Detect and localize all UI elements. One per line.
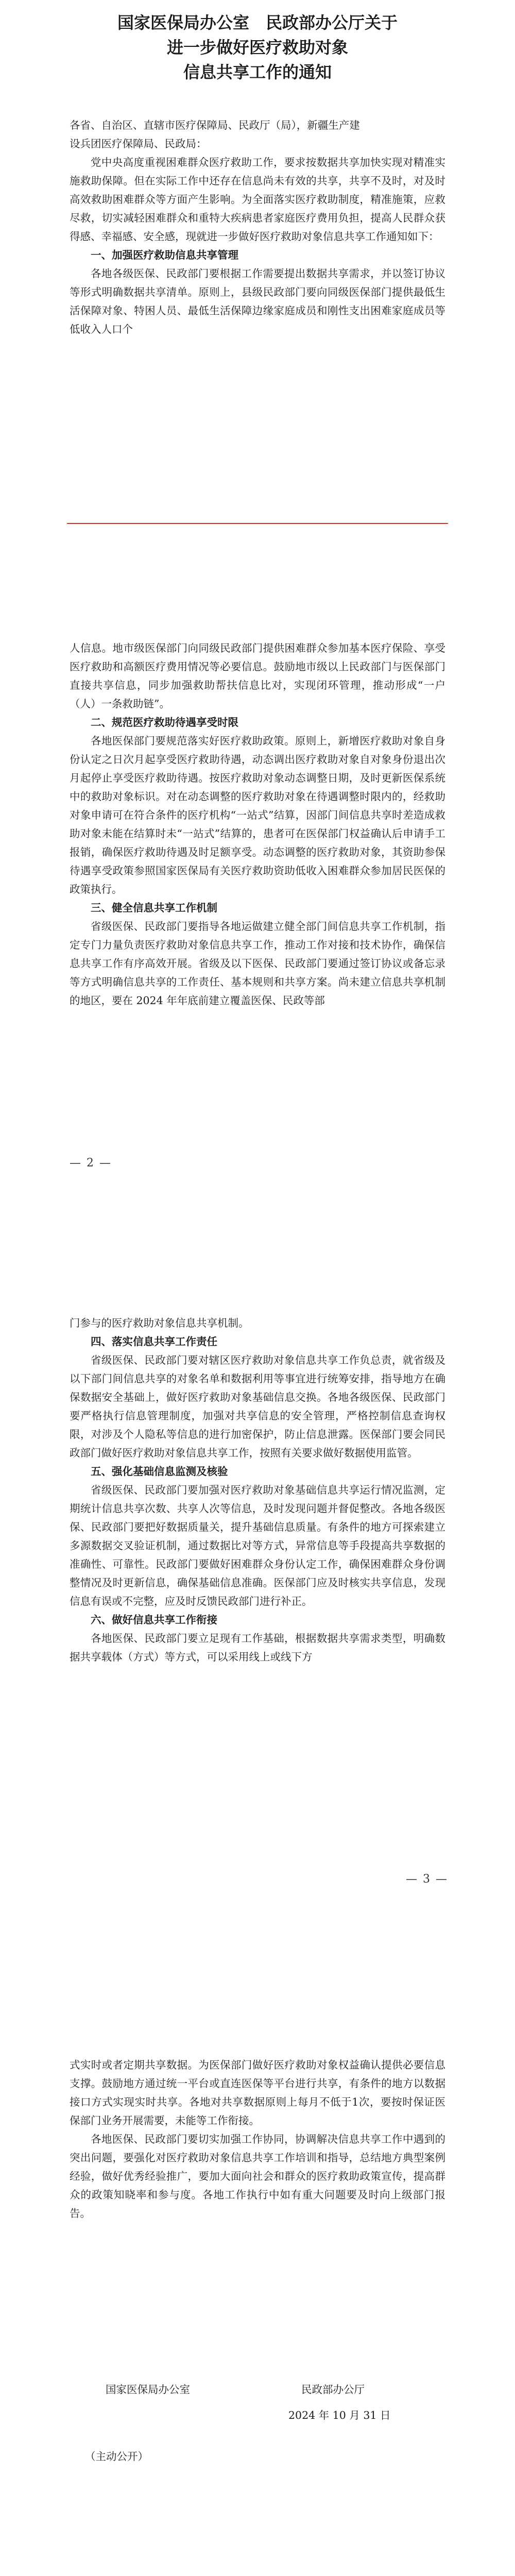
document-body-p4 xyxy=(70,2056,445,2223)
section-heading-1: 一、加强医疗救助信息共享管理 xyxy=(91,249,238,261)
section-4-paragraph: 省级医保、民政部门要对辖区医疗救助对象信息共享工作负总责，就省级及以下部门间信息共享的对象名单和数据利用等事宜进行统筹安排，指导地方在确保数据安全基础上，做好医疗救助对象基础信息交换。各地各级医保、民政部门要严格执行信息管理制度，加强对共享信息的安全管理，严格控制信息查询权限，对涉及个人隐私等信息的进行加密保护，防止信息泄露。医保部门要会同民政部门做好医疗救助对象信息共享工作，按照有关要求做好数据使用监管。 xyxy=(70,1354,445,1459)
section-heading-5: 五、强化基础信息监测及核验 xyxy=(91,1465,228,1478)
page-number: — 3 — xyxy=(406,1873,448,1886)
continued-paragraph: 门参与的医疗救助对象信息共享机制。 xyxy=(70,1317,249,1329)
section-6-paragraph: 各地医保、民政部门要切实加强工作协同，协调解决信息共享工作中遇到的突出问题，要强化对医疗救助对象信息共享工作培训和指导，总结地方典型案例经验，做好优秀经验推广，要加大面向社会和群众的医疗救助政策宣传，提高群众的政策知晓率和参与度。各地工作执行中如有重大问题要及时向上级部门报告。 xyxy=(70,2133,445,2219)
signature-org-1: 国家医保局办公室 xyxy=(106,2383,190,2396)
document-page-2 xyxy=(0,629,515,1303)
signature-date: 2024 年 10 月 31 日 xyxy=(288,2409,391,2421)
document-body-p3 xyxy=(70,1314,445,1666)
continued-paragraph: 式实时或者定期共享数据。为医保部门做好医疗救助对象权益确认提供必要信息支撑。鼓励地方通过统一平台或直连医保等平台进行共享，有条件的地方以数据接口方式实现实时共享。各地对共享数据原则上每月不低于1次，要按时保证医保部门业务开展需要，未能等工作衔接。 xyxy=(70,2059,445,2127)
document-page-3 xyxy=(0,1303,515,2045)
addressee-line: 各省、自治区、直辖市医疗保障局、民政厅（局），新疆生产建 xyxy=(70,119,360,131)
section-heading-4: 四、落实信息共享工作责任 xyxy=(91,1335,217,1348)
page-number: — 2 — xyxy=(70,1157,112,1170)
section-2-paragraph: 各地医保部门要规范落实好医疗救助政策。原则上，新增医疗救助对象自身份认定之日次月起享受医疗救助待遇，动态调出医疗救助对象自对象身份退出次月起停止享受医疗救助待遇。按医疗救助对象动态调整日期，及时更新医保系统中的救助对象标识。对在动态调整的医疗救助对象在待遇调整时限内的，经救助对象申请可在符合条件的医疗机构“一站式”结算，因部门间信息共享时差造成救助对象未能在结算时未“一站式”结算的，患者可在医保部门权益确认后申请手工报销，确保医疗救助待遇及时足额享受。动态调整的医疗救助对象，其资助参保待遇享受政策参照国家医保局有关医疗救助资助低收入困难群众参加居民医保的政策执行。 xyxy=(70,735,445,895)
intro-paragraph: 党中央高度重视困难群众医疗救助工作，要求按数据共享加快实现对精准实施救助保障。但在实际工作中还存在信息尚未有效的共享，共享不及时，对及时高效救助困难群众等方面产生影响。为全面落实医疗救助制度，精准施策，应救尽救，切实减轻困难群众和重特大疾病患者家庭医疗费用负担，提高人民群众获得感、幸福感、安全感，现就进一步做好医疗救助对象信息共享工作通知如下： xyxy=(70,156,445,243)
disclosure-note: （主动公开） xyxy=(85,2450,148,2463)
title-line: 国家医保局办公室 民政部办公厅关于 xyxy=(117,13,398,32)
title-line: 进一步做好医疗救助对象 xyxy=(166,38,348,57)
document-body-p1 xyxy=(70,116,445,338)
page-bottom-red-rule xyxy=(67,523,448,524)
section-6-paragraph: 各地医保、民政部门要立足现有工作基础，根据数据共享需求类型，明确数据共享载体（方式）等方式，可以采用线上或线下方 xyxy=(70,1632,445,1663)
signature-org-2: 民政部办公厅 xyxy=(301,2383,365,2396)
section-1-paragraph: 各地各级医保、民政部门要根据工作需要提出数据共享需求，并以签订协议等形式明确数据共享清单。原则上，县级民政部门要向同级医保部门提供最低生活保障对象、特困人员、最低生活保障边缘家庭成员和刚性支出困难家庭成员等低收入人口个 xyxy=(70,267,445,335)
section-heading-6: 六、做好信息共享工作衔接 xyxy=(91,1614,217,1626)
document-body-p2 xyxy=(70,639,445,1010)
section-heading-3: 三、健全信息共享工作机制 xyxy=(91,902,217,914)
document-page-1 xyxy=(0,0,515,629)
section-heading-2: 二、规范医疗救助待遇享受时限 xyxy=(91,716,238,728)
section-3-paragraph: 省级医保、民政部门要指导各地运做建立健全部门间信息共享工作机制，指定专门力量负责医疗救助对象信息共享工作，推动工作对接和技术协作，确保信息共享工作有序高效开展。省级及以下医保、民政部门要通过签订协议或备忘录等方式明确信息共享的工作责任、基本规则和共享方案。尚未建立信息共享机制的地区，要在 2024 年年底前建立覆盖医保、民政等部 xyxy=(70,920,445,1007)
section-5-paragraph: 省级医保、民政部门要加强对医疗救助对象基础信息共享运行情况监测，定期统计信息共享次数、共享人次等信息，及时发现问题并督促整改。各地各级医保、民政部门要把好数据质量关，提升基础信息质量。有条件的地方可探索建立多源数据交叉验证机制，通过数据比对等方式，异常信息等手段提高共享数据的准确性、可靠性。民政部门要做好困难群众身份认定工作，确保困难群众身份调整情况及时更新信息，确保基础信息准确。医保部门应及时核实共享信息，发现信息有误或不完整，应及时反馈民政部门进行补正。 xyxy=(70,1484,445,1607)
document-title xyxy=(67,10,448,84)
addressee-line: 设兵团医疗保障局、民政局： xyxy=(70,138,207,150)
title-line: 信息共享工作的通知 xyxy=(183,62,332,82)
document-page-4 xyxy=(0,2045,515,2576)
continued-paragraph: 人信息。地市级医保部门向同级民政部门提供困难群众参加基本医疗保险、享受医疗救助和高额医疗费用情况等必要信息。鼓励地市级以上民政部门与医保部门直接共享信息，同步加强救助帮扶信息比对，实现闭环管理，推动形成“一户（人）一条救助链”。 xyxy=(70,642,445,710)
